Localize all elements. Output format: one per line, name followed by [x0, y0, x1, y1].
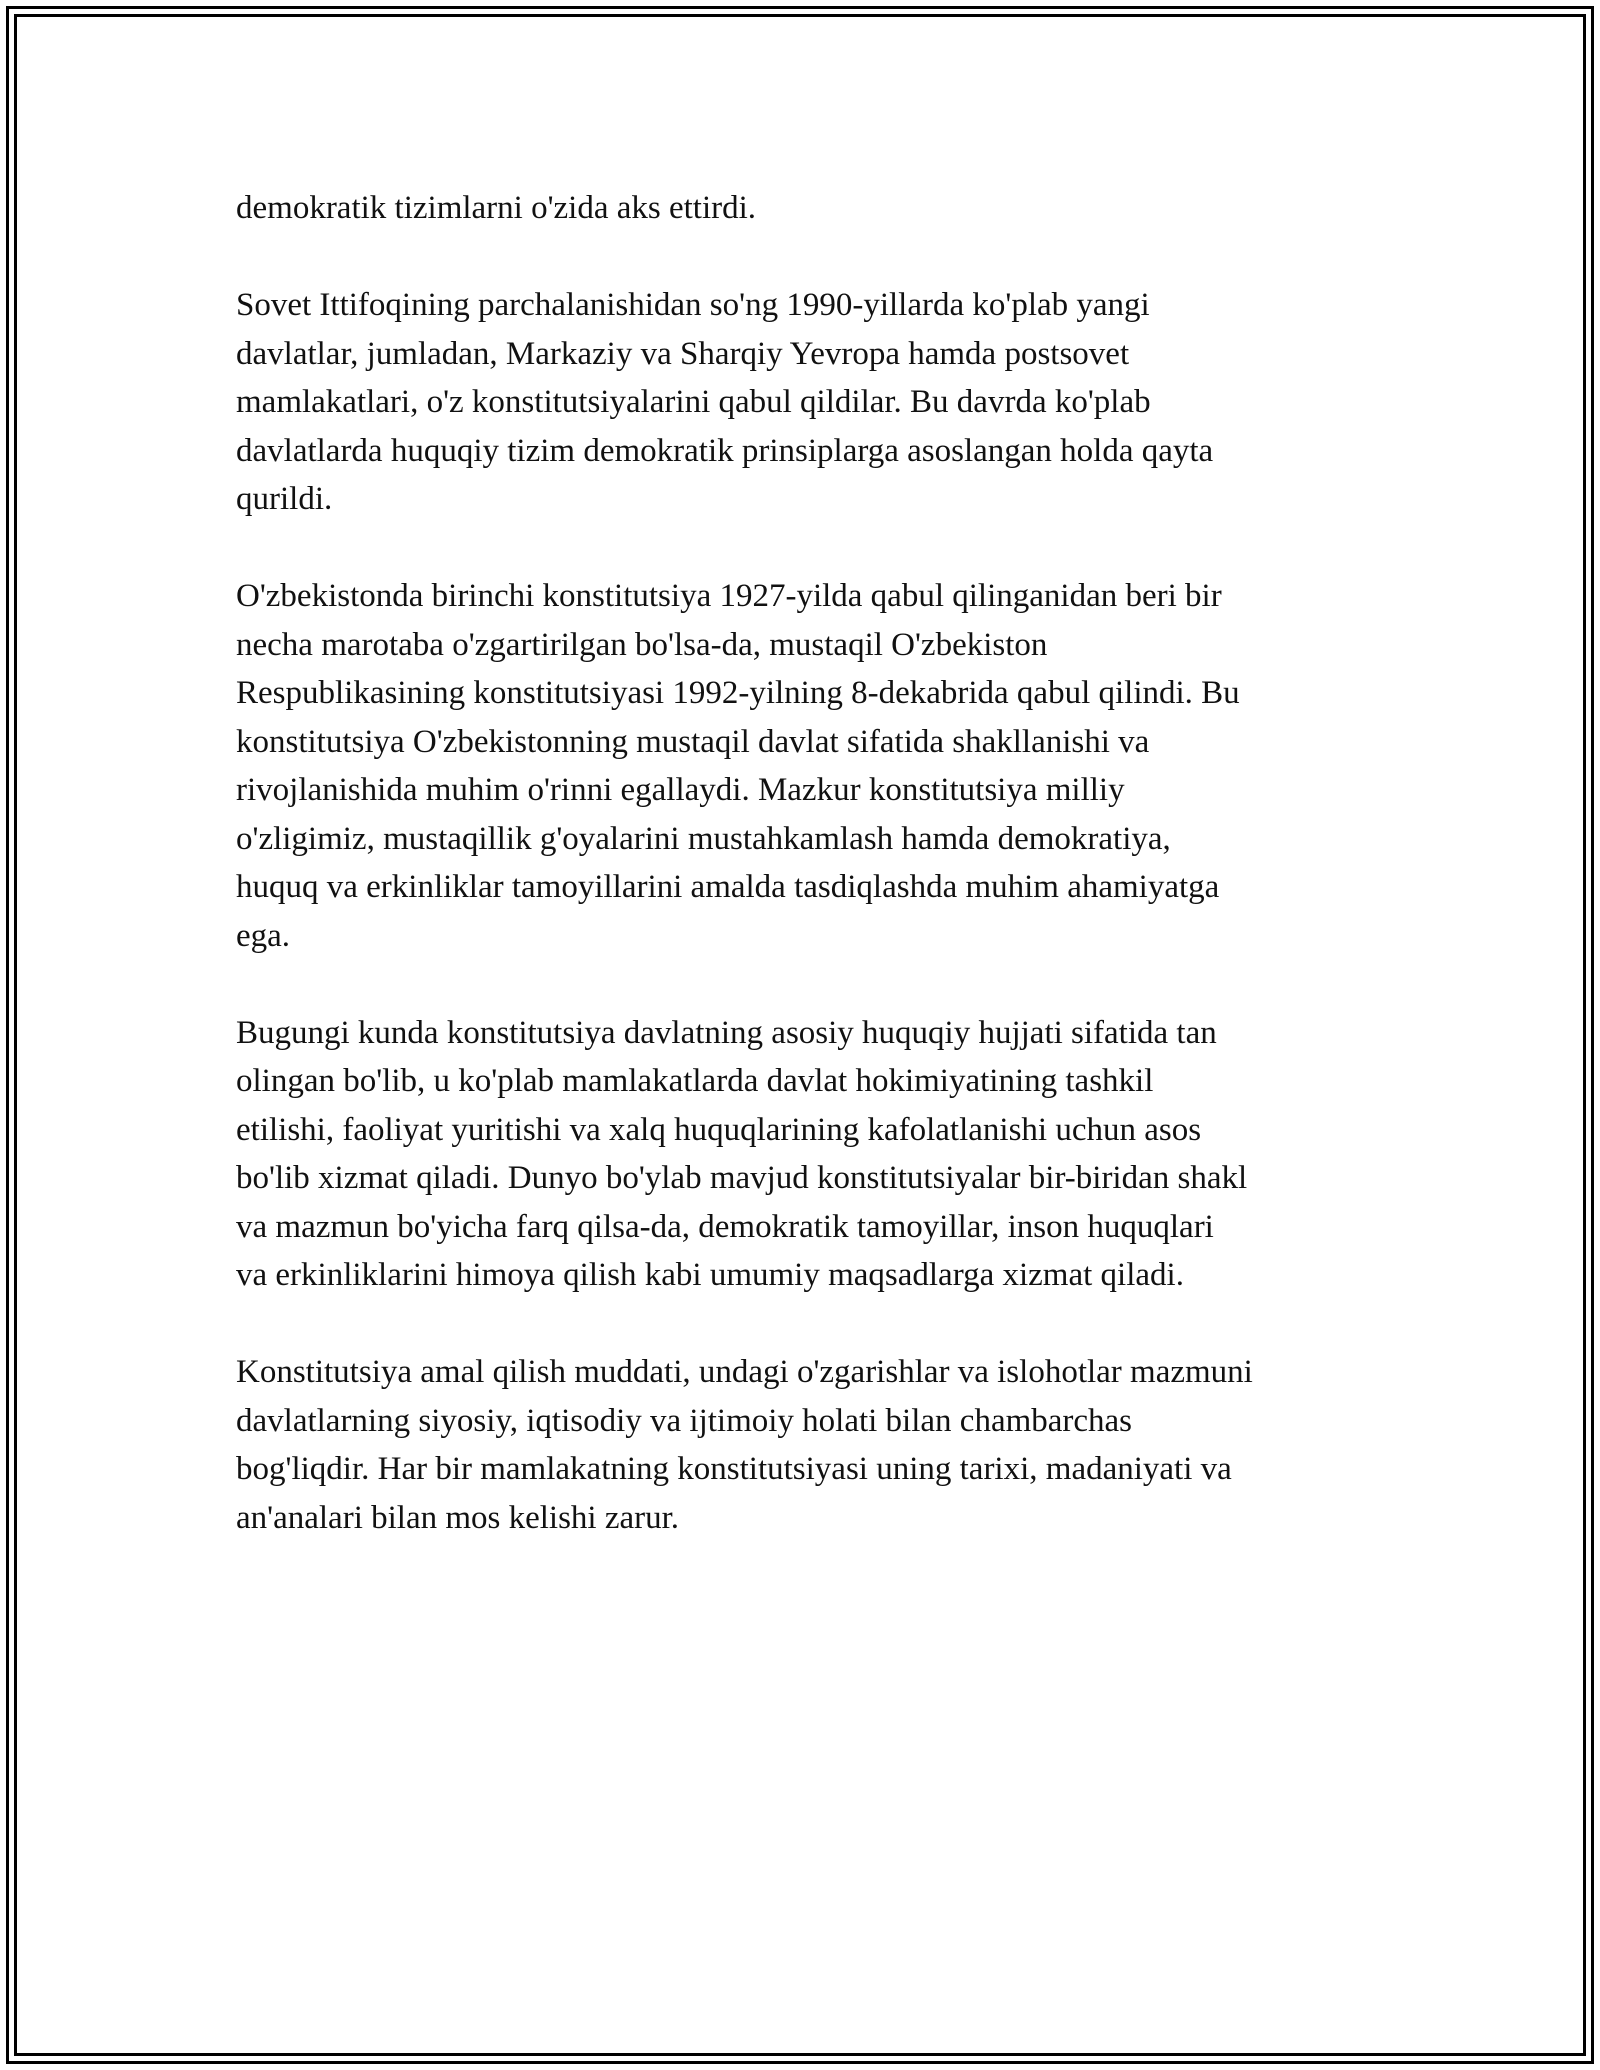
paragraph-post-soviet-constitutions: Sovet Ittifoqining parchalanishidan so'ng 1990-yillarda ko'plab yangi davlatlar, jumladan, Markaziy va Sharqiy Yevropa hamda postsovet mamlakatlari, o'z konstitutsiyalarini qabul qildilar. Bu davrda ko'plab davlatlarda huquqiy tizim demokratik prinsiplarga asoslangan holda qayta qurildi. — [236, 287, 1214, 517]
paragraph-uzbekistan-constitution: O'zbekistonda birinchi konstitutsiya 1927-yilda qabul qilinganidan beri bir necha marotaba o'zgartirilgan bo'lsa-da, mustaqil O'zbekiston Respublikasining konstitutsiyasi 1992-yilning 8-dekabrida qabul qilindi. Bu konstitutsiya O'zbekistonning mustaqil davlat sifatida shakllanishi va rivojlanishida muhim o'rinni egallaydi. Mazkur konstitutsiya milliy o'zligimiz, mustaqillik g'oyalarini mustahkamlash hamda demokratiya, huquq va erkinliklar tamoyillarini amalda tasdiqlashda muhim ahamiyatga ega. — [236, 578, 1240, 954]
paragraph-continuation: demokratik tizimlarni o'zida aks ettirdi. — [236, 190, 757, 226]
document-body — [236, 184, 1376, 1591]
paragraph-constitution-today: Bugungi kunda konstitutsiya davlatning asosiy huquqiy hujjati sifatida tan olingan bo'lib, u ko'plab mamlakatlarda davlat hokimiyatining tashkil etilishi, faoliyat yuritishi va xalq huquqlarining kafolatlanishi uchun asos bo'lib xizmat qiladi. Dunyo bo'ylab mavjud konstitutsiyalar bir-biridan shakl va mazmun bo'yicha farq qilsa-da, demokratik tamoyillar, inson huquqlari va erkinliklarini himoya qilish kabi umumiy maqsadlarga xizmat qiladi. — [236, 1014, 1248, 1293]
paragraph-constitution-validity: Konstitutsiya amal qilish muddati, undagi o'zgarishlar va islohotlar mazmuni davlatlarning siyosiy, iqtisodiy va ijtimoiy holati bilan chambarchas bog'liqdir. Har bir mamlakatning konstitutsiyasi uning tarixi, madaniyati va an'analari bilan mos kelishi zarur. — [236, 1354, 1253, 1536]
